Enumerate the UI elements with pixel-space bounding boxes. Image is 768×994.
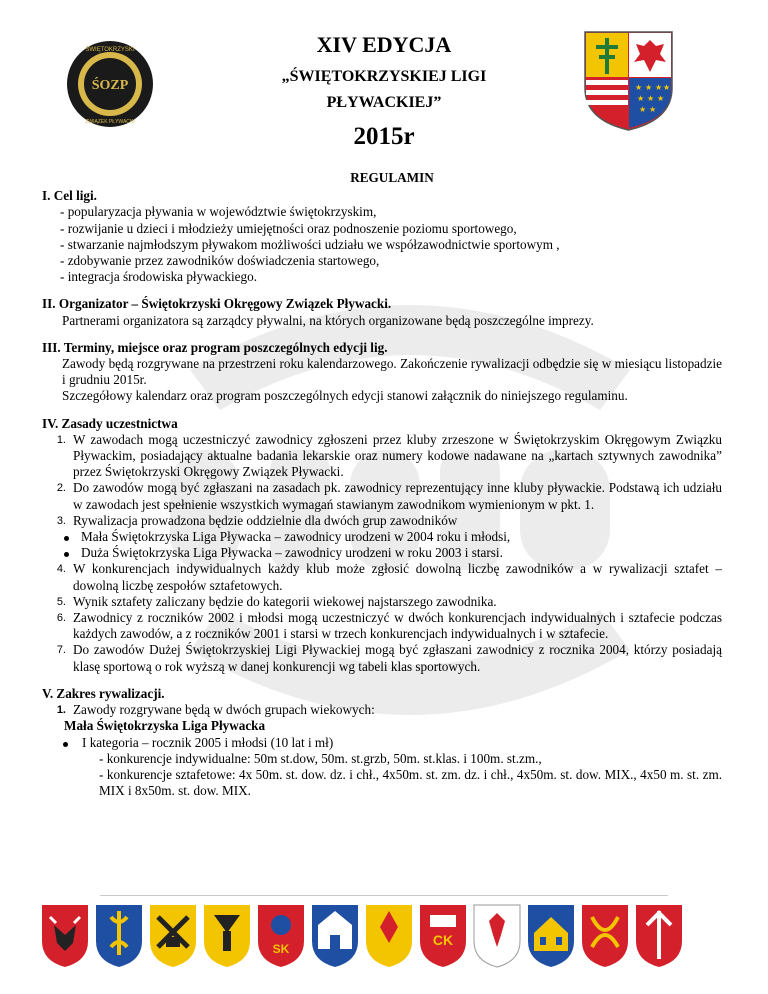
section-5-list bbox=[42, 702, 722, 718]
footer-crests bbox=[40, 903, 730, 975]
list-item bbox=[42, 702, 722, 718]
svg-text:★: ★ bbox=[647, 94, 655, 103]
bullet-icon bbox=[63, 742, 68, 747]
league-title-line1: „ŚWIĘTOKRZYSKIEJ LIGI bbox=[281, 68, 487, 85]
list-item bbox=[42, 513, 722, 562]
item-number: 2. bbox=[56, 482, 66, 495]
svg-text:★: ★ bbox=[649, 105, 657, 114]
bullet-item: Mała Świętokrzyska Liga Pływacka – zawodnicy urodzeni w 2004 roku i młodsi, bbox=[42, 529, 722, 545]
year-title: 2015r bbox=[353, 123, 415, 150]
powiat-crest-icon bbox=[94, 903, 144, 969]
section-3-title: III. Terminy, miejsce oraz program poszczególnych edycji lig. bbox=[42, 339, 388, 355]
section-1-item: - zdobywanie przez zawodników doświadczenia startowego, bbox=[60, 253, 380, 269]
item-number: 1. bbox=[56, 433, 66, 446]
section-4-list bbox=[42, 432, 722, 675]
list-item bbox=[42, 480, 722, 512]
powiat-crest-icon bbox=[148, 903, 198, 969]
svg-text:★: ★ bbox=[663, 83, 671, 92]
item-number: 5. bbox=[56, 595, 66, 608]
list-item bbox=[42, 561, 722, 593]
footer-divider bbox=[100, 895, 668, 896]
svg-text:★: ★ bbox=[639, 105, 647, 114]
item-text: Wynik sztafety zaliczany będzie do kategorii wiekowej najstarszego zawodnika. bbox=[73, 593, 497, 609]
svg-text:★: ★ bbox=[635, 83, 643, 92]
category-item bbox=[42, 735, 722, 751]
item-text: W konkurencjach indywidualnych każdy klub może zgłosić dowolną liczbę zawodników a w rywalizacji sztafet – dowolną liczbę zespołów sztafetowych. bbox=[73, 561, 722, 593]
list-item bbox=[42, 594, 722, 610]
crest-letters: SK bbox=[272, 942, 290, 956]
crest-letters: CK bbox=[432, 932, 454, 948]
group-title: Mała Świętokrzyska Liga Pływacka bbox=[64, 718, 266, 734]
item-text: Rywalizacja prowadzona będzie oddzielnie dla dwóch grup zawodników bbox=[73, 512, 458, 528]
section-1-item: - integracja środowiska pływackiego. bbox=[60, 269, 258, 285]
item-text: Zawody rozgrywane będą w dwóch grupach wiekowych: bbox=[73, 702, 375, 718]
list-item bbox=[42, 432, 722, 481]
powiat-crest-icon bbox=[634, 903, 684, 969]
section-2-title: II. Organizator – Świętokrzyski Okręgowy Związek Pływacki. bbox=[42, 296, 392, 312]
regulation-content bbox=[42, 170, 722, 799]
section-1-item: - rozwijanie u dzieci i młodzieży umiejętności oraz podnoszenie poziomu sportowego, bbox=[60, 220, 517, 236]
powiat-crest-icon bbox=[256, 903, 306, 969]
league-title-line2: PŁYWACKIEJ” bbox=[326, 94, 442, 111]
group-bullets bbox=[42, 529, 722, 561]
powiat-crest-icon bbox=[40, 903, 90, 969]
powiat-crest-icon bbox=[364, 903, 414, 969]
section-3-paragraph: Zawody będą rozgrywane na przestrzeni roku kalendarzowego. Zakończenie rywalizacji odbędzie się w miesiącu listopadzie i grudniu 2015r. bbox=[62, 356, 722, 388]
svg-text:★: ★ bbox=[637, 94, 645, 103]
item-number: 6. bbox=[56, 612, 66, 625]
individual-events: - konkurencje indywidualne: 50m st.dow, 50m. st.grzb, 50m. st.klas. i 100m. st.zm., bbox=[99, 750, 542, 766]
powiat-crest-icon bbox=[310, 903, 360, 969]
powiat-crest-icon bbox=[418, 903, 468, 969]
section-1-title: I. Cel ligi. bbox=[42, 188, 97, 204]
svg-text:★: ★ bbox=[645, 83, 653, 92]
section-5-title: V. Zakres rywalizacji. bbox=[42, 685, 165, 701]
section-1-item: - popularyzacja pływania w województwie świętokrzyskim, bbox=[60, 204, 377, 220]
item-text: Do zawodów mogą być zgłaszani na zasadach pk. zawodnicy reprezentujący inne kluby pływackie. Podstawą ich udziału w zawodach jest spełnienie wszystkich wymagań stawianym zawodnikom wymienionym w pkt. 1. bbox=[73, 480, 722, 512]
powiat-crest-icon bbox=[202, 903, 252, 969]
svg-text:★: ★ bbox=[655, 83, 663, 92]
bullet-item: Duża Świętokrzyska Liga Pływacka – zawodnicy urodzeni w roku 2003 i starsi. bbox=[42, 545, 722, 561]
powiat-crest-icon bbox=[526, 903, 576, 969]
list-item bbox=[42, 642, 722, 674]
edition-title: XIV EDYCJA bbox=[316, 32, 452, 57]
regulation-heading: REGULAMIN bbox=[350, 170, 434, 185]
list-item bbox=[42, 610, 722, 642]
section-3-paragraph: Szczegółowy kalendarz oraz program poszczególnych edycji stanowi załącznik do niniejszego regulaminu. bbox=[62, 388, 628, 404]
logo-bottom-text: ZWIĄZEK PŁYWACKI bbox=[85, 119, 135, 125]
relay-events: - konkurencje sztafetowe: 4x 50m. st. dow. dz. i chł., 4x50m. st. zm. dz. i chł., 4x50m. st. dow. MIX., 4x50 m. st. zm. MIX i 8x50m. st. dow. MIX. bbox=[99, 766, 722, 799]
item-text: Do zawodów Dużej Świętokrzyskiej Ligi Pływackiej mogą być zgłaszani zawodnicy z rocznika 2004, którzy posiadają klasę sportową o rok wyższą w danej konkurencji wg tabeli klas sportowych. bbox=[73, 642, 722, 674]
logo-center-text: ŚOZP bbox=[91, 78, 129, 93]
item-text: W zawodach mogą uczestniczyć zawodnicy zgłoszeni przez kluby zrzeszone w Świętokrzyskim Okręgowym Związku Pływackim, posiadający aktualne badania lekarskie oraz numery kodowe nadawane na „kartach sztywnych zawodnika” przez Świętokrzyski Okręgowy Związek Pływacki. bbox=[73, 431, 722, 480]
item-number: 1. bbox=[56, 704, 66, 717]
section-2-text: Partnerami organizatora są zarządcy pływalni, na których organizowane będą poszczególne imprezy. bbox=[62, 312, 594, 328]
item-number: 7. bbox=[56, 644, 66, 657]
section-4-title: IV. Zasady uczestnictwa bbox=[42, 415, 178, 431]
logo-top-text: ŚWIĘTOKRZYSKI bbox=[85, 47, 135, 53]
title-block bbox=[200, 30, 568, 152]
item-number: 4. bbox=[56, 563, 66, 576]
item-text: Zawodnicy z roczników 2002 i młodsi mogą uczestniczyć w dwóch konkurencjach indywidualnych i sztafecie podczas każdych zawodów, a z roczników 2001 i starsi w trzech konkurencjach indywidualnych i w sztafecie. bbox=[73, 610, 722, 642]
powiat-crest-icon bbox=[580, 903, 630, 969]
sozp-logo bbox=[66, 40, 154, 128]
svg-text:★: ★ bbox=[657, 94, 665, 103]
swietokrzyskie-coat-of-arms bbox=[581, 28, 676, 132]
item-number: 3. bbox=[56, 514, 66, 527]
section-1-item: - stwarzanie najmłodszym pływakom możliwości udziału we współzawodnictwie sportowym , bbox=[60, 236, 560, 252]
category-label: I kategoria – rocznik 2005 i młodsi (10 lat i mł) bbox=[82, 734, 334, 750]
powiat-crest-icon bbox=[472, 903, 522, 969]
